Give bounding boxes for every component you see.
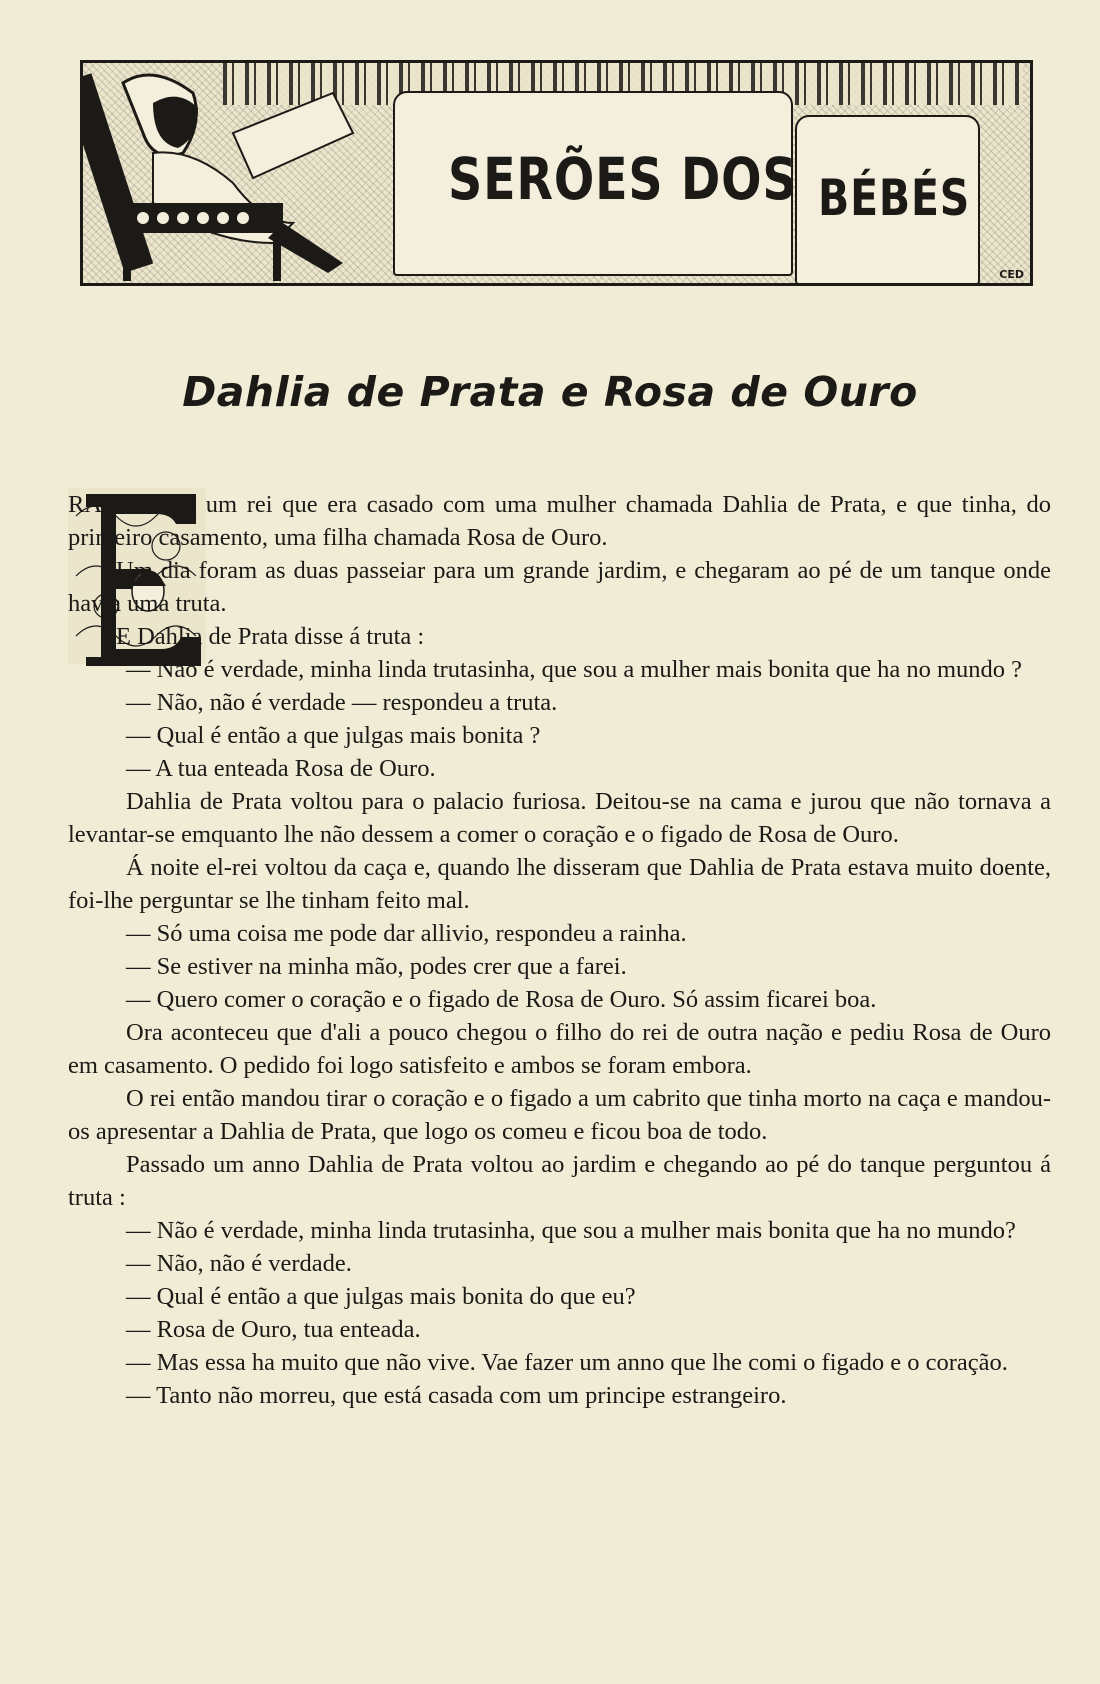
story-title: Dahlia de Prata e Rosa de Ouro [182, 368, 918, 416]
paragraph: Um dia foram as duas passeiar para um grande jardim, e chegaram ao pé de um tanque onde havia uma truta. [68, 557, 1051, 617]
dialogue-line: — Quero comer o coração e o figado de Rosa de Ouro. Só assim ficarei boa. [126, 986, 877, 1013]
banner-title-part-1: SERÕES DOS [448, 145, 798, 213]
dialogue-line: — Não, não é verdade — respondeu a truta. [126, 689, 558, 716]
paragraph: Passado um anno Dahlia de Prata voltou ao jardim e chegando ao pé do tanque perguntou á truta : [68, 1151, 1051, 1211]
paragraph: Dahlia de Prata voltou para o palacio furiosa. Deitou-se na cama e jurou que não tornava a levantar-se emquanto lhe não dessem a comer o coração e o figado de Rosa de Ouro. [68, 788, 1051, 848]
header-banner [80, 60, 1033, 286]
dialogue-line: — Se estiver na minha mão, podes crer que a farei. [126, 953, 627, 980]
dialogue-line: — Não é verdade, minha linda trutasinha, que sou a mulher mais bonita que ha no mundo? [126, 1217, 1016, 1244]
dialogue-line: — Qual é então a que julgas mais bonita ? [126, 722, 541, 749]
paragraph: Á noite el-rei voltou da caça e, quando lhe disseram que Dahlia de Prata estava muito doente, foi-lhe perguntar se lhe tinham feito mal. [68, 854, 1051, 914]
artist-signature: CED [999, 268, 1024, 281]
dialogue-line: — Só uma coisa me pode dar allivio, respondeu a rainha. [126, 920, 687, 947]
paragraph: O rei então mandou tirar o coração e o figado a um cabrito que tinha morto na caça e mandou-os apresentar a Dahlia de Prata, que logo os comeu e ficou boa de todo. [68, 1085, 1051, 1145]
paragraph: RA uma vez um rei que era casado com uma mulher chamada Dahlia de Prata, e que tinha, do primeiro casamento, uma filha chamada Rosa de Ouro. [68, 491, 1051, 551]
dialogue-line: — A tua enteada Rosa de Ouro. [126, 755, 436, 782]
dialogue-line: — Não, não é verdade. [126, 1250, 352, 1277]
dialogue-line: — Qual é então a que julgas mais bonita do que eu? [126, 1283, 636, 1310]
dialogue-line: — Não é verdade, minha linda trutasinha, que sou a mulher mais bonita que ha no mundo ? [126, 656, 1023, 683]
banner-title-part-2: BÉBÉS [818, 169, 971, 227]
dialogue-line: — Rosa de Ouro, tua enteada. [126, 1316, 421, 1343]
dialogue-line: — Tanto não morreu, que está casada com um principe estrangeiro. [126, 1382, 787, 1409]
story-body [68, 488, 1051, 1412]
dialogue-line: — Mas essa ha muito que não vive. Vae fazer um anno que lhe comi o figado e o coração. [126, 1349, 1008, 1376]
girl-reading-illustration [83, 63, 383, 283]
paragraph: E Dahlia de Prata disse á truta : [116, 623, 425, 650]
paragraph: Ora aconteceu que d'ali a pouco chegou o filho do rei de outra nação e pediu Rosa de Ouro em casamento. O pedido foi logo satisfeito e ambos se foram embora. [68, 1019, 1051, 1079]
